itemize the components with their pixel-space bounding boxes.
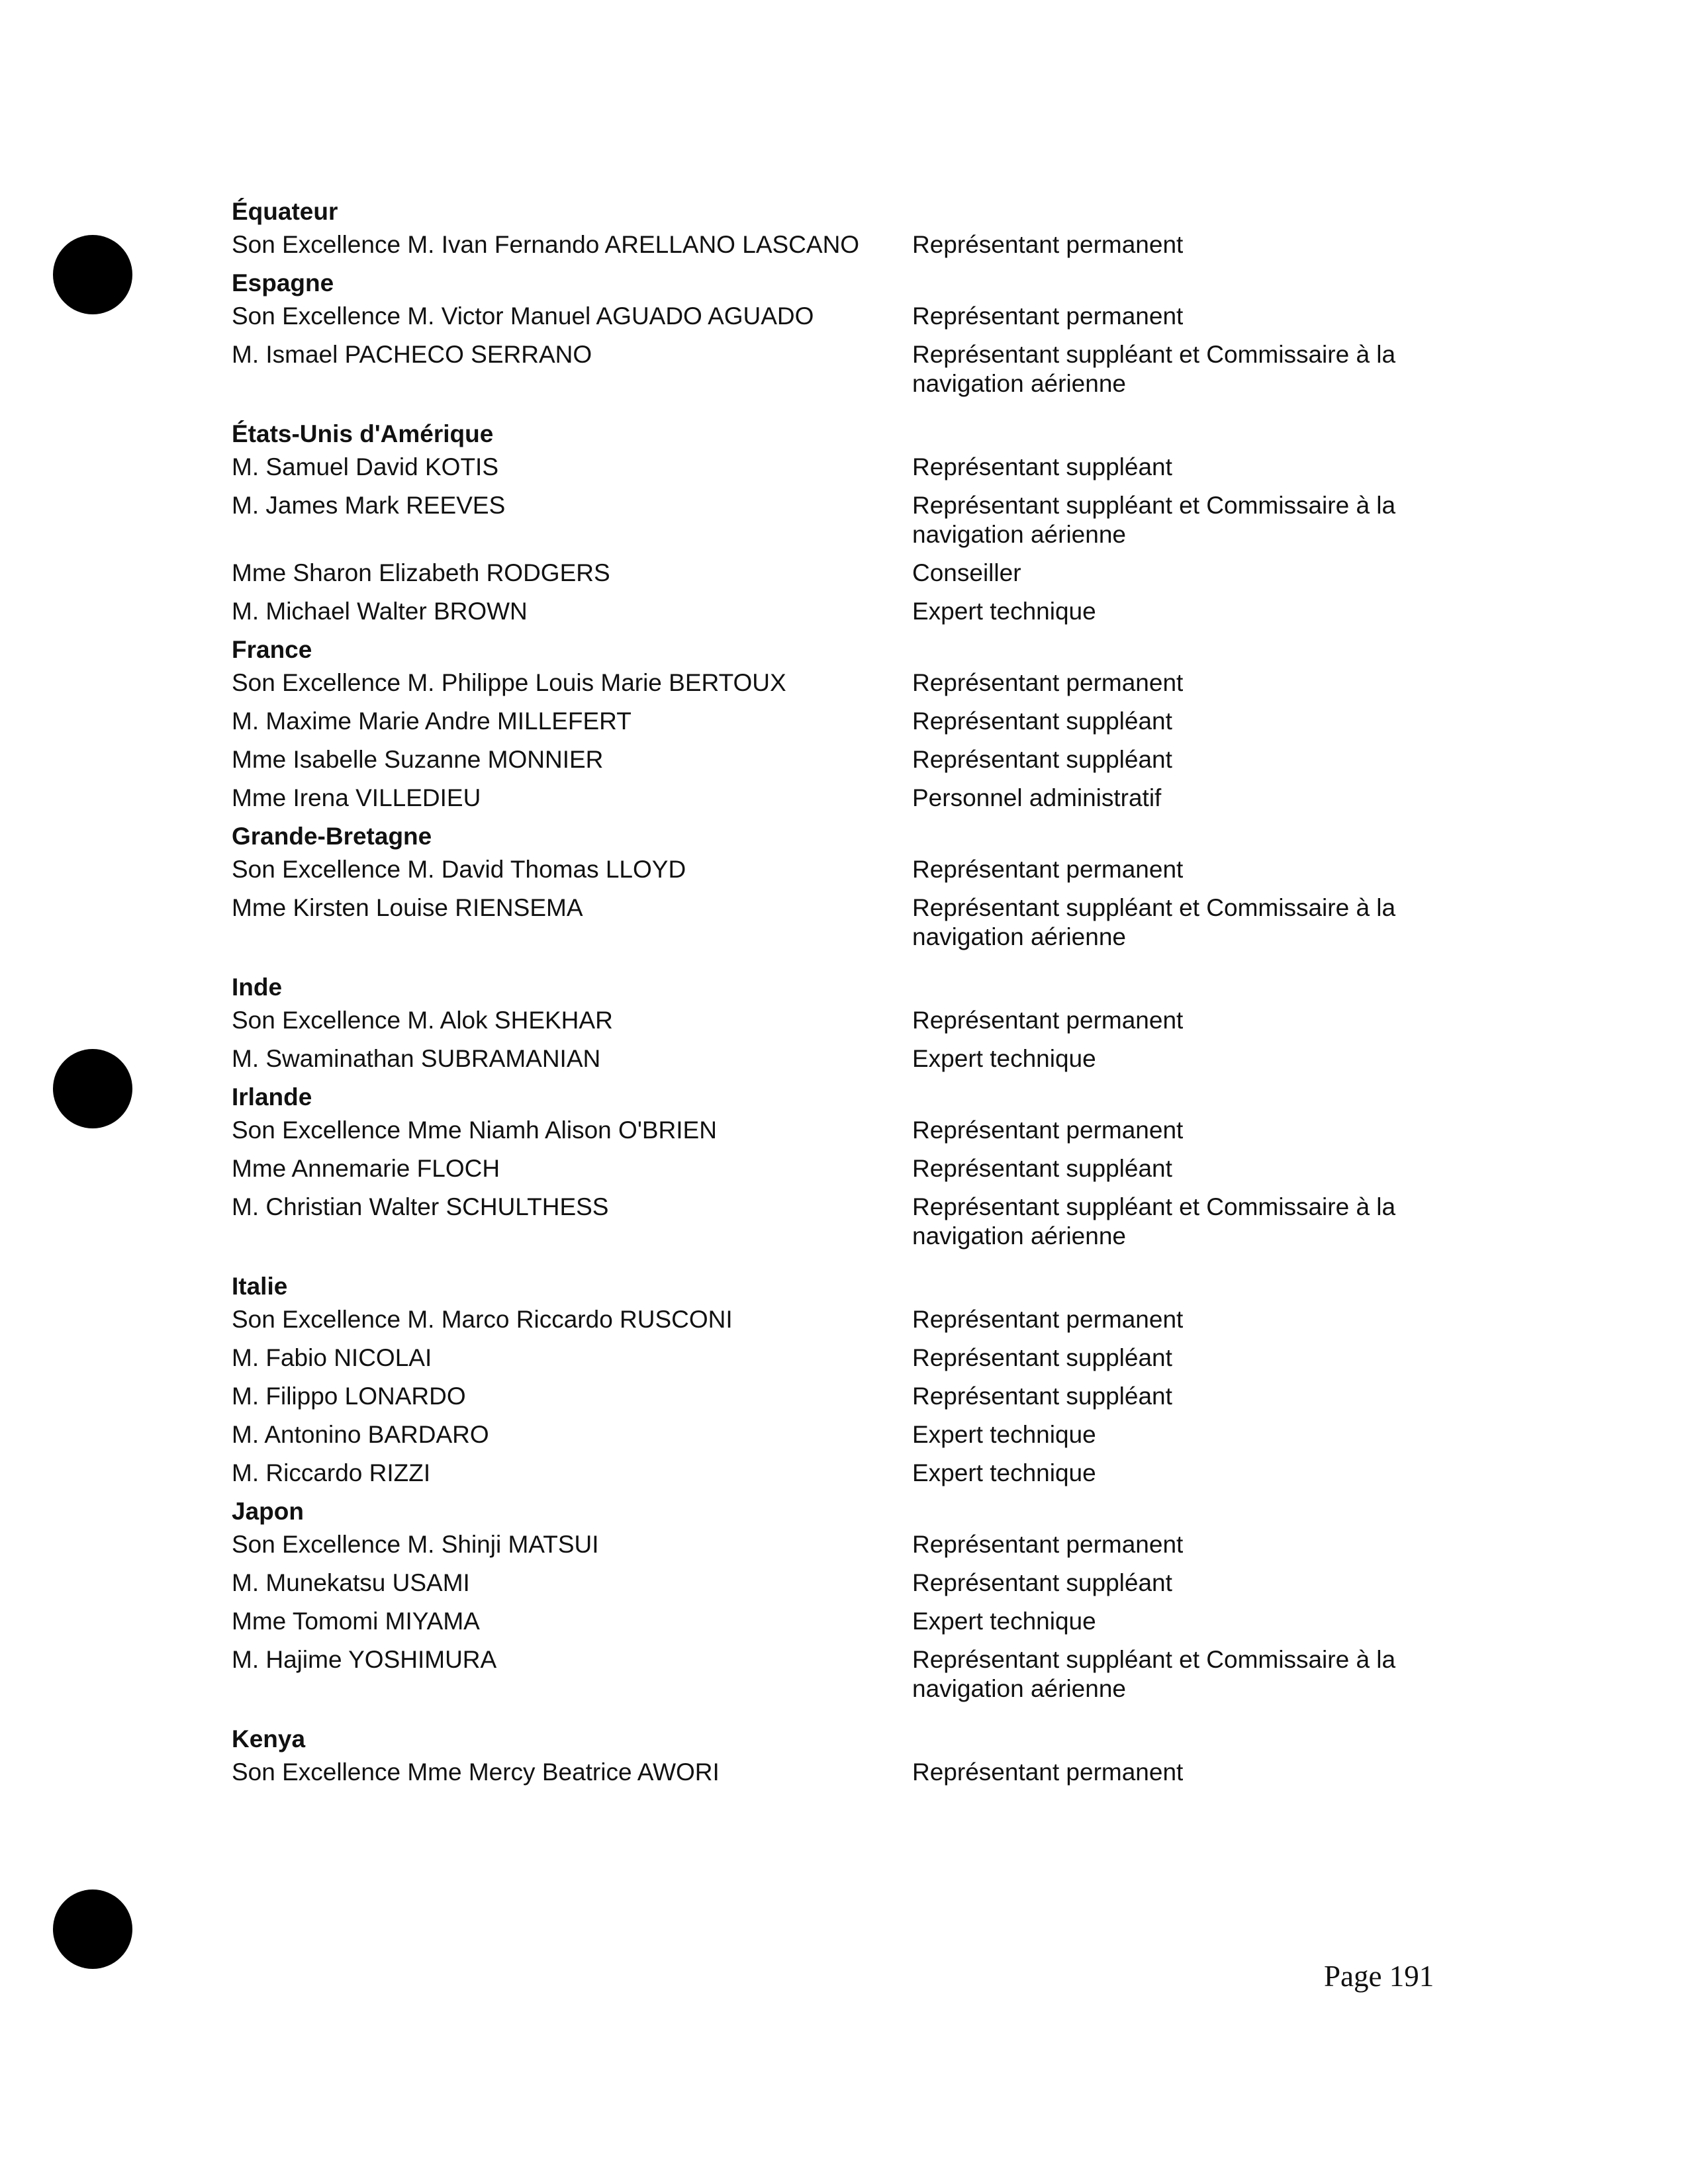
delegate-role: Représentant permanent	[912, 231, 1184, 258]
country-section	[232, 973, 1489, 1073]
delegate-name: Son Excellence M. Ivan Fernando ARELLANO LASCANO	[232, 231, 860, 258]
delegate-role: Représentant permanent	[912, 669, 1184, 696]
delegate-row	[232, 453, 1489, 482]
delegate-role: Représentant suppléant	[912, 1344, 1172, 1371]
country-section	[232, 197, 1489, 259]
punch-hole	[53, 1049, 132, 1128]
delegate-row	[232, 1758, 1489, 1787]
delegate-row	[232, 491, 1489, 549]
delegate-role: Représentant permanent	[912, 1758, 1184, 1786]
delegate-name: Son Excellence M. Alok SHEKHAR	[232, 1007, 613, 1034]
country-heading: Italie	[232, 1273, 288, 1300]
delegate-role: Personnel administratif	[912, 784, 1162, 811]
delegate-name: Son Excellence M. David Thomas LLOYD	[232, 856, 686, 883]
delegate-row	[232, 1044, 1489, 1073]
delegate-row	[232, 597, 1489, 626]
delegate-name: M. Fabio NICOLAI	[232, 1344, 432, 1371]
delegate-role: Représentant permanent	[912, 1116, 1184, 1144]
delegate-role: Représentant suppléant et Commissaire à la navigation aérienne	[912, 1193, 1396, 1250]
punch-hole	[53, 235, 132, 314]
delegate-name: Son Excellence M. Philippe Louis Marie BERTOUX	[232, 669, 786, 696]
delegate-name: M. Maxime Marie Andre MILLEFERT	[232, 707, 632, 735]
country-section	[232, 822, 1489, 969]
country-section	[232, 420, 1489, 626]
delegate-role: Expert technique	[912, 1459, 1096, 1486]
delegate-role: Représentant suppléant	[912, 1569, 1172, 1596]
delegate-role: Représentant permanent	[912, 302, 1184, 330]
delegate-row	[232, 302, 1489, 331]
delegate-row	[232, 1382, 1489, 1411]
delegate-role: Représentant suppléant	[912, 707, 1172, 735]
delegate-name: M. Riccardo RIZZI	[232, 1459, 431, 1486]
delegate-name: M. Antonino BARDARO	[232, 1421, 489, 1448]
delegate-row	[232, 745, 1489, 774]
delegate-role: Représentant permanent	[912, 856, 1184, 883]
delegate-row	[232, 1459, 1489, 1488]
country-heading: Inde	[232, 974, 283, 1001]
delegate-row	[232, 1154, 1489, 1183]
delegate-role: Expert technique	[912, 1608, 1096, 1635]
delegate-row	[232, 1343, 1489, 1373]
delegate-name: M. Samuel David KOTIS	[232, 453, 499, 480]
delegate-row	[232, 1420, 1489, 1449]
delegate-name: Mme Tomomi MIYAMA	[232, 1608, 480, 1635]
delegate-row	[232, 1006, 1489, 1035]
delegate-name: Mme Annemarie FLOCH	[232, 1155, 500, 1182]
delegate-row	[232, 668, 1489, 698]
delegate-row	[232, 784, 1489, 813]
delegate-name: Mme Isabelle Suzanne MONNIER	[232, 746, 604, 773]
delegation-list	[232, 193, 1489, 1796]
delegate-row	[232, 559, 1489, 588]
delegate-name: M. Michael Walter BROWN	[232, 598, 528, 625]
delegate-name: M. Christian Walter SCHULTHESS	[232, 1193, 609, 1220]
delegate-role: Représentant suppléant	[912, 746, 1172, 773]
delegate-name: Mme Irena VILLEDIEU	[232, 784, 481, 811]
delegate-role: Représentant suppléant	[912, 453, 1172, 480]
delegate-name: Son Excellence M. Marco Riccardo RUSCONI	[232, 1306, 733, 1333]
delegate-name: Mme Kirsten Louise RIENSEMA	[232, 894, 583, 921]
section-gap	[232, 408, 1489, 416]
delegate-name: Son Excellence Mme Niamh Alison O'BRIEN	[232, 1116, 717, 1144]
delegate-role: Représentant suppléant	[912, 1383, 1172, 1410]
country-heading: Grande-Bretagne	[232, 823, 432, 850]
delegate-name: M. Hajime YOSHIMURA	[232, 1646, 497, 1673]
delegate-name: Son Excellence M. Shinji MATSUI	[232, 1531, 599, 1558]
delegate-row	[232, 230, 1489, 259]
delegate-name: M. Munekatsu USAMI	[232, 1569, 470, 1596]
country-heading: Équateur	[232, 198, 338, 225]
delegate-name: M. Swaminathan SUBRAMANIAN	[232, 1045, 601, 1072]
delegate-row	[232, 340, 1489, 398]
delegate-name: Son Excellence M. Victor Manuel AGUADO AGUADO	[232, 302, 814, 330]
delegate-row	[232, 1116, 1489, 1145]
country-section	[232, 1725, 1489, 1787]
country-heading: États-Unis d'Amérique	[232, 420, 494, 447]
delegate-role: Représentant suppléant et Commissaire à la navigation aérienne	[912, 492, 1396, 548]
country-section	[232, 635, 1489, 813]
country-heading: France	[232, 636, 312, 663]
country-section	[232, 1497, 1489, 1721]
country-heading: Japon	[232, 1498, 304, 1525]
delegate-name: M. James Mark REEVES	[232, 492, 506, 519]
delegate-role: Expert technique	[912, 1045, 1096, 1072]
delegate-role: Représentant permanent	[912, 1531, 1184, 1558]
delegate-row	[232, 1305, 1489, 1334]
delegate-name: Mme Sharon Elizabeth RODGERS	[232, 559, 610, 586]
country-heading: Espagne	[232, 269, 334, 296]
delegate-role: Représentant suppléant et Commissaire à la navigation aérienne	[912, 894, 1396, 950]
country-heading: Kenya	[232, 1725, 306, 1752]
section-gap	[232, 1260, 1489, 1268]
delegate-role: Représentant permanent	[912, 1306, 1184, 1333]
section-gap	[232, 1713, 1489, 1721]
delegate-role: Représentant permanent	[912, 1007, 1184, 1034]
delegate-row	[232, 893, 1489, 952]
delegate-row	[232, 707, 1489, 736]
delegate-name: M. Ismael PACHECO SERRANO	[232, 341, 592, 368]
delegate-name: M. Filippo LONARDO	[232, 1383, 466, 1410]
delegate-row	[232, 1569, 1489, 1598]
section-gap	[232, 961, 1489, 969]
delegate-role: Conseiller	[912, 559, 1021, 586]
delegate-role: Expert technique	[912, 598, 1096, 625]
punch-hole	[53, 1889, 132, 1969]
delegate-row	[232, 1607, 1489, 1636]
delegate-name: Son Excellence Mme Mercy Beatrice AWORI	[232, 1758, 720, 1786]
country-section	[232, 1083, 1489, 1268]
delegate-role: Représentant suppléant et Commissaire à la navigation aérienne	[912, 1646, 1396, 1702]
delegate-row	[232, 1645, 1489, 1704]
delegate-role: Représentant suppléant	[912, 1155, 1172, 1182]
delegate-row	[232, 1193, 1489, 1251]
country-section	[232, 1272, 1489, 1488]
delegate-row	[232, 1530, 1489, 1559]
delegate-row	[232, 855, 1489, 884]
country-section	[232, 269, 1489, 416]
delegate-role: Expert technique	[912, 1421, 1096, 1448]
delegate-role: Représentant suppléant et Commissaire à la navigation aérienne	[912, 341, 1396, 397]
page-number: Page 191	[1324, 1960, 1434, 1993]
country-heading: Irlande	[232, 1083, 312, 1111]
